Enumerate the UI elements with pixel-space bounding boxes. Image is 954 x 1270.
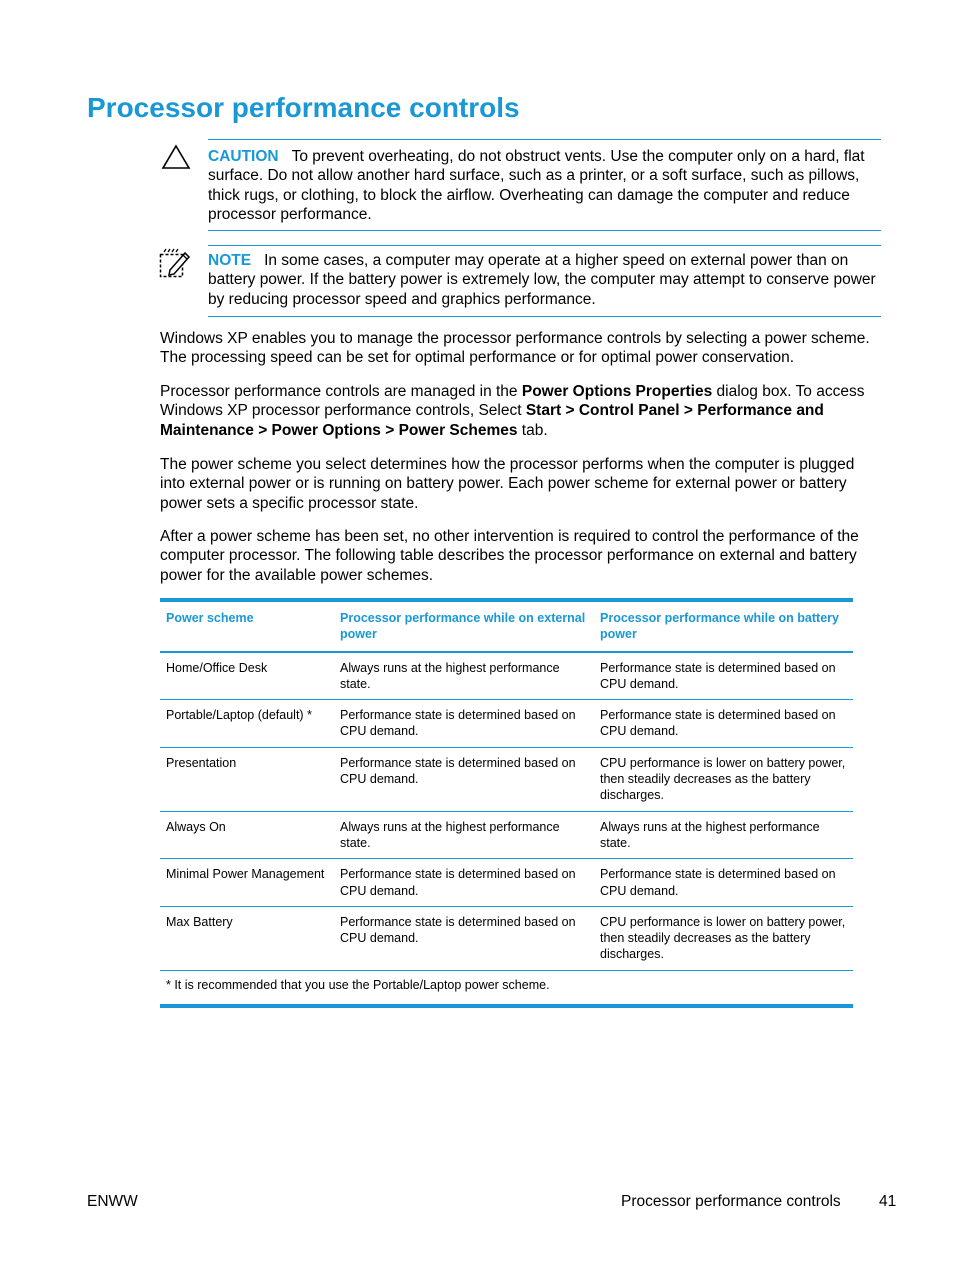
table-row [160, 906, 853, 970]
caution-triangle-icon [161, 143, 191, 176]
cell-battery: Performance state is determined based on CPU demand. [594, 859, 853, 907]
cell-battery: CPU performance is lower on battery power, then steadily decreases as the battery discharges. [594, 747, 853, 811]
cell-external: Always runs at the highest performance state. [334, 811, 594, 859]
cell-scheme: Always On [160, 811, 334, 859]
paragraph-access-text-1: Processor performance controls are managed in the [160, 383, 522, 400]
footer-left-label: ENWW [87, 1193, 138, 1210]
paragraph-access [160, 382, 872, 440]
cell-scheme: Portable/Laptop (default) * [160, 700, 334, 748]
cell-battery: CPU performance is lower on battery power, then steadily decreases as the battery discharges. [594, 906, 853, 970]
header-external-power: Processor performance while on external power [334, 600, 594, 652]
cell-external: Performance state is determined based on CPU demand. [334, 747, 594, 811]
cell-scheme: Home/Office Desk [160, 652, 334, 700]
cell-scheme: Minimal Power Management [160, 859, 334, 907]
caution-label: CAUTION [208, 148, 279, 165]
footer-page-number: 41 [879, 1193, 897, 1210]
note-label: NOTE [208, 252, 252, 269]
power-options-properties-term: Power Options Properties [521, 383, 713, 400]
page-title: Processor performance controls [87, 92, 520, 123]
caution-box [208, 139, 881, 231]
header-battery-power: Processor performance while on battery power [594, 600, 853, 652]
cell-battery: Always runs at the highest performance state. [594, 811, 853, 859]
cell-external: Performance state is determined based on CPU demand. [334, 859, 594, 907]
table-row [160, 700, 853, 748]
paragraph-access-text-3: tab. [517, 421, 548, 439]
table-row [160, 747, 853, 811]
table-header-row [160, 600, 853, 652]
menu-path-term: Start > Control Panel > Performance and Maintenance > Power Options > Power Schemes [160, 402, 824, 439]
cell-external: Performance state is determined based on CPU demand. [334, 700, 594, 748]
note-text: In some cases, a computer may operate at a higher speed on external power than on battery power. If the battery power is extremely low, the computer may attempt to conserve power by reducing processor speed and graphics performance. [208, 252, 876, 308]
note-box [208, 245, 881, 317]
cell-scheme: Presentation [160, 747, 334, 811]
table-row [160, 652, 853, 700]
caution-text: To prevent overheating, do not obstruct vents. Use the computer only on a hard, flat surface. Do not allow another hard surface, such as a printer, or a soft surface, such as pillows, thick rugs, or clothing, to block the airflow. Overheating can damage the computer and reduce processor performance. [208, 148, 865, 223]
paragraph-intro: Windows XP enables you to manage the processor performance controls by selecting a power scheme. The processing speed can be set for optimal performance or for optimal power conservation. [160, 330, 870, 367]
header-power-scheme: Power scheme [160, 600, 334, 652]
paragraph-scheme: The power scheme you select determines how the processor performs when the computer is plugged into external power or is running on battery power. Each power scheme for external power or battery power sets a specific processor state. [160, 456, 855, 512]
cell-external: Performance state is determined based on CPU demand. [334, 906, 594, 970]
cell-battery: Performance state is determined based on CPU demand. [594, 652, 853, 700]
cell-external: Always runs at the highest performance state. [334, 652, 594, 700]
cell-scheme: Max Battery [160, 906, 334, 970]
footer-section-title: Processor performance controls [621, 1193, 841, 1210]
table-footnote-row [160, 970, 853, 1006]
cell-battery: Performance state is determined based on CPU demand. [594, 700, 853, 748]
power-scheme-table [160, 598, 853, 1008]
table-row [160, 859, 853, 907]
table-footnote: * It is recommended that you use the Portable/Laptop power scheme. [166, 977, 550, 992]
paragraph-table-intro: After a power scheme has been set, no other intervention is required to control the performance of the computer processor. The following table describes the processor performance on external and battery power for the available power schemes. [160, 528, 859, 584]
paragraph-access-text-2: dialog box. To access Windows XP processor performance controls, Select [160, 383, 865, 420]
note-pencil-icon [158, 246, 192, 285]
table-row [160, 811, 853, 859]
